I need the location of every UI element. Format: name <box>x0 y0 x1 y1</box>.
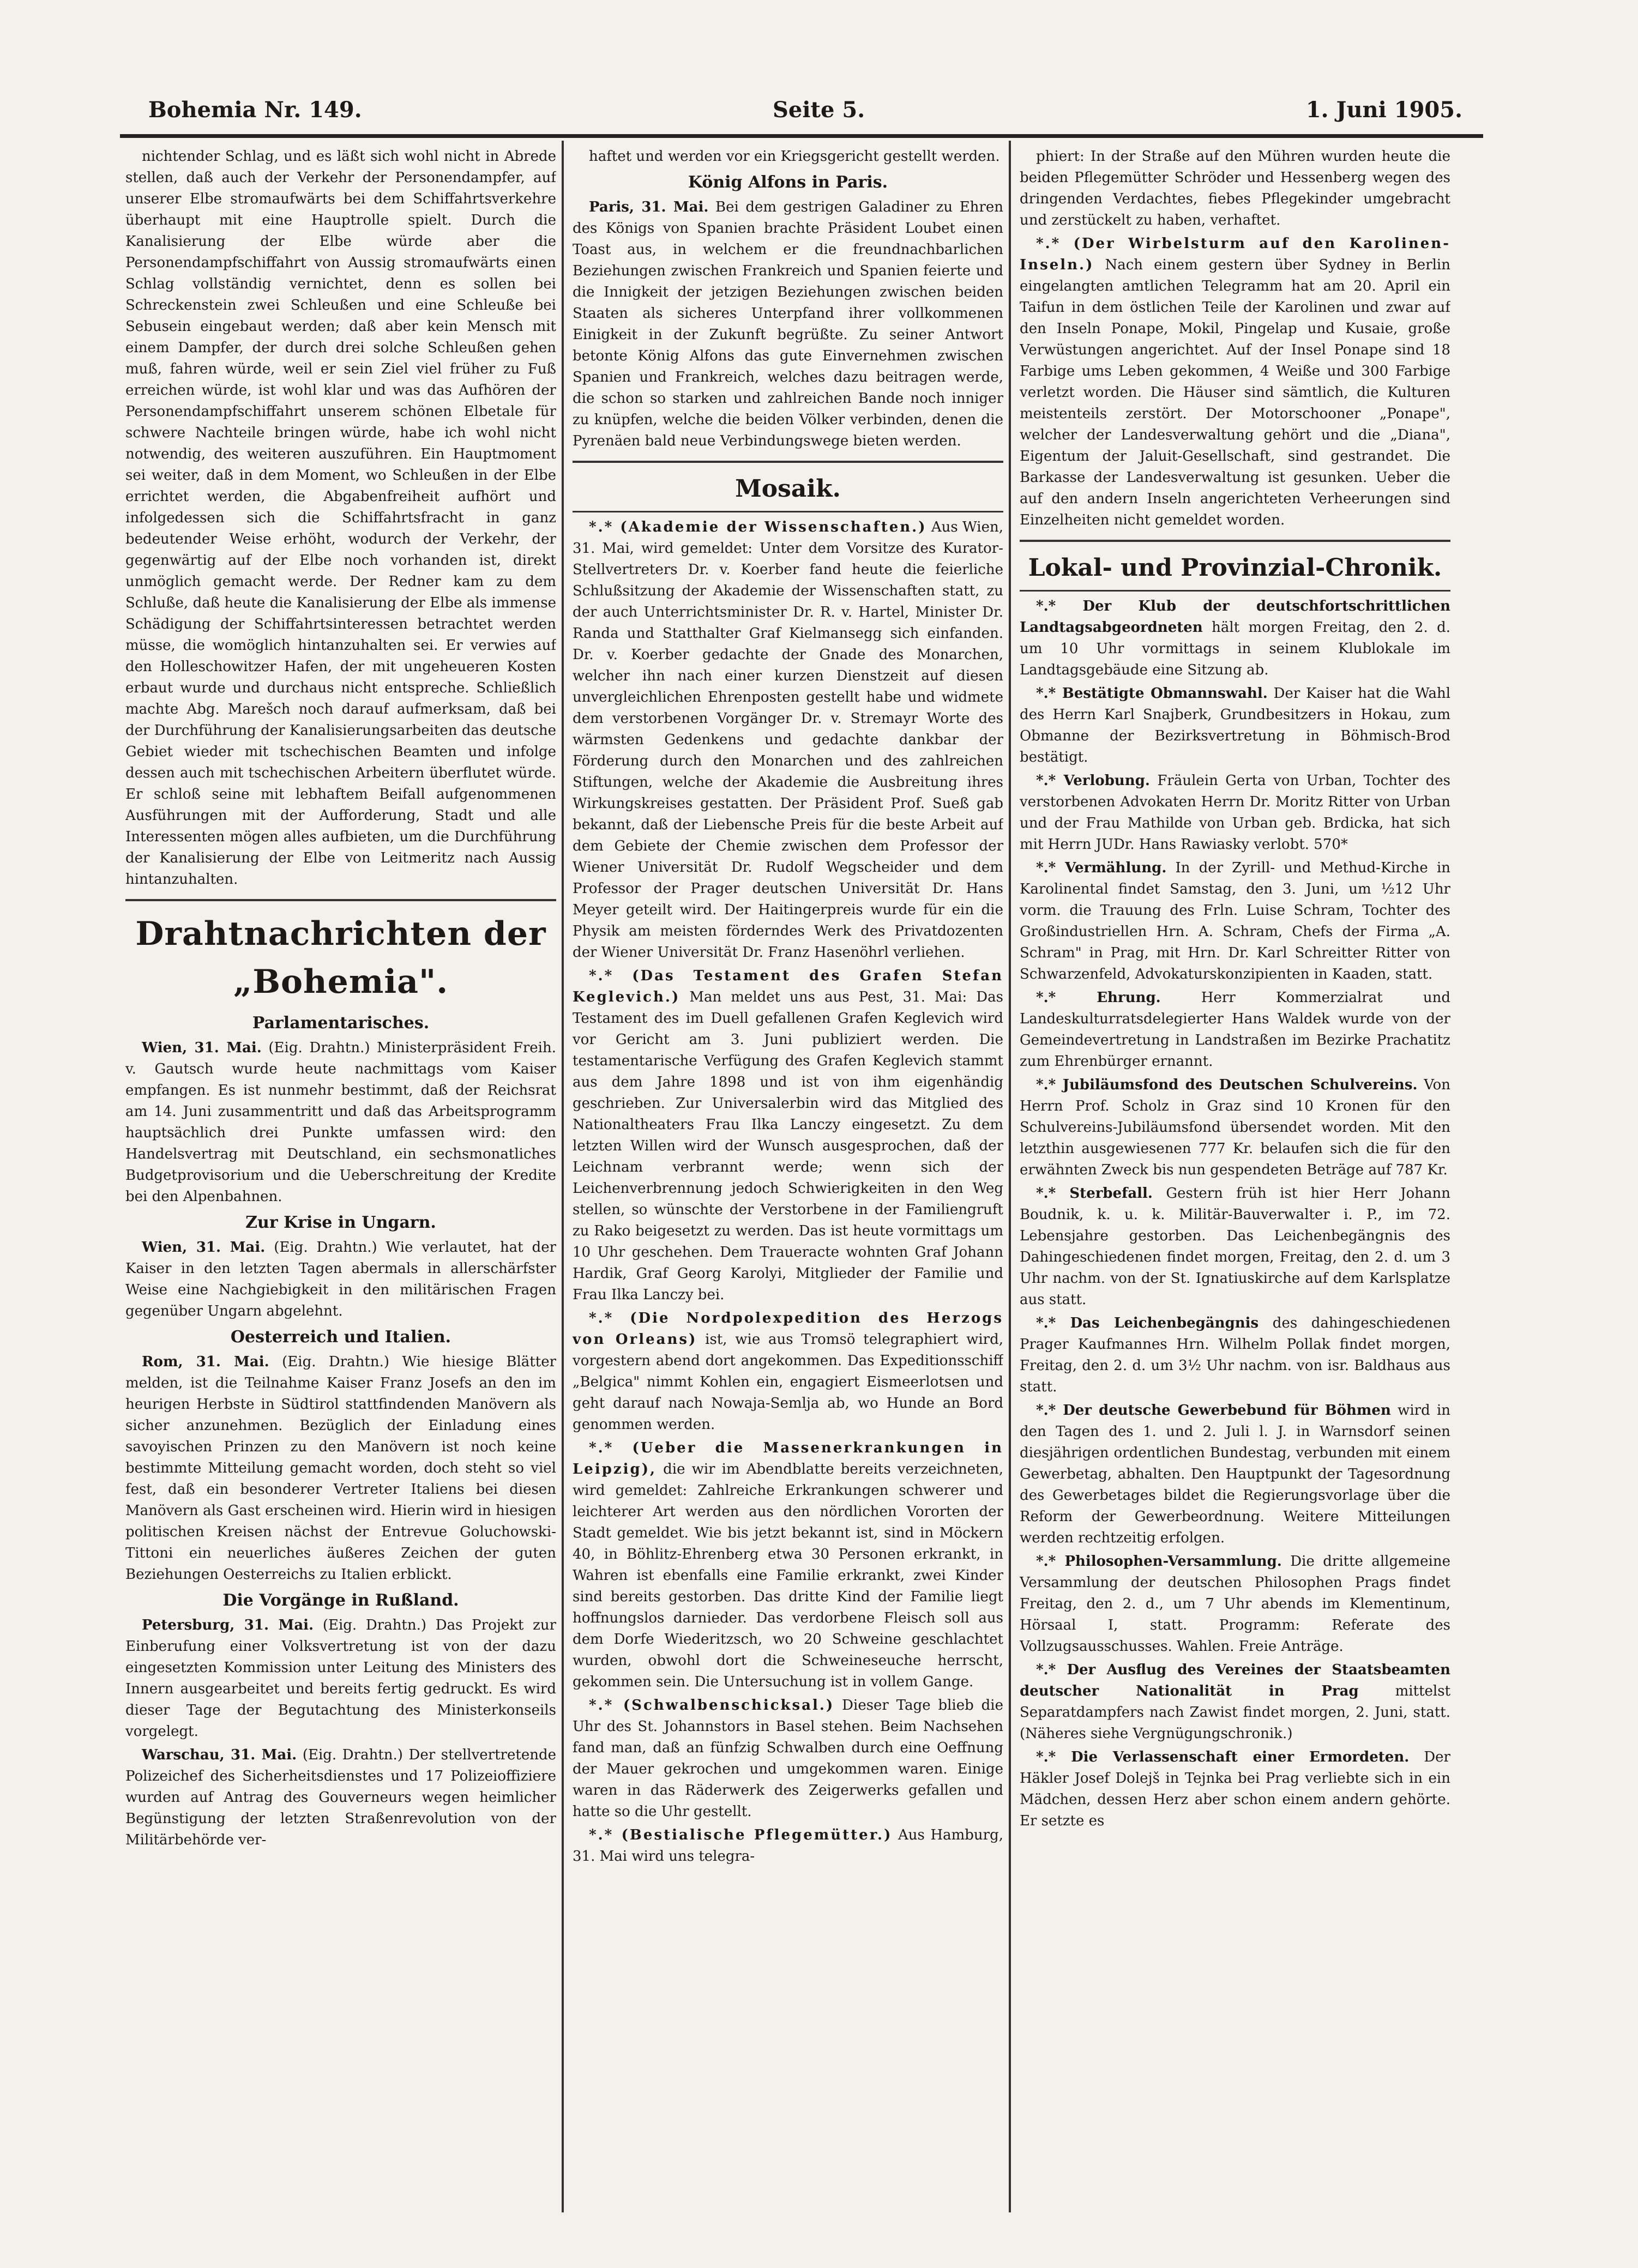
article-text: (Eig. Drahtn.) Das Projekt zur Einberufung einer Volksvertretung ist von der dazu eingesetzten Kommission unter Leitung des Ministers des Innern ausgearbeitet und bereits fertig gedruckt. Es wird dieser Tage der Begutachtung des Ministerkonseils vorgelegt. <box>125 1617 556 1740</box>
massenerkrankungen-article <box>573 1438 1003 1693</box>
section-rule <box>1020 540 1450 542</box>
article-text: Von Herrn Prof. Scholz in Graz sind 10 Kronen für den Schulvereins-Jubiläumsfond übersendet worden. Mit den letzthin ausgewiesenen 777 Kr. belaufen sich die für den erwähnten Zweck bis nun gespendeten Beträge auf 787 Kr. <box>1020 1077 1450 1178</box>
article-text: Nach einem gestern über Sydney in Berlin eingelangten amtlichen Telegramm hat am 20. April ein Taifun in dem östlichen Teile der Karolinen und zwar auf den Inseln Ponape, Mokil, Pingelap und Kusaie, große Verwüstungen angerichtet. Auf der Insel Ponape sind 18 Farbige ums Leben gekommen, 4 Weiße und 300 Farbige verletzt worden. Die Häuser sind sämtlich, die Kulturen meistenteils zerstört. Der Motorschooner „Ponape", welcher der Landesverwaltung gehört und die „Diana", Eigentum der Jaluit-Gesellschaft, sind gestrandet. Die Barkasse der Landesverwaltung ist gesunken. Ueber die auf den andern Inseln angerichteten Verheerungen sind Einzelheiten nicht gemeldet worden. <box>1020 257 1450 528</box>
krise-ungarn-heading: Zur Krise in Ungarn. <box>245 1213 436 1232</box>
verlassenschaft-article <box>1020 1747 1450 1832</box>
parlamentarisches-heading: Parlamentarisches. <box>252 1014 430 1033</box>
header-rule <box>120 134 1483 138</box>
article-text: Bei dem gestrigen Galadiner zu Ehren des Königs von Spanien brachte Präsident Loubet einen Toast aus, in welchem er die freundnachbarlichen Beziehungen zwischen Frankreich und Spanien feierte und die Innigkeit der jetzigen Beziehungen zwischen beiden Staaten als sicheres Unterpfand ihrer vollkommenen Einigkeit in der Zukunft begrüßte. Zu seiner Antwort betonte König Alfons das gute Einvernehmen zwischen Spanien und Frankreich, welches dazu beitragen werde, die schon so starken und zahlreichen Bande noch inniger zu knüpfen, welche die beiden Völker verbinden, denen die Pyrenäen bald neue Verbindungswege bieten werden. <box>573 199 1003 449</box>
item-title: *.* (Der Wirbelsturm auf den Karolinen-Inseln.) <box>1020 236 1450 273</box>
alfons-article <box>573 197 1003 452</box>
dateline: Wien, 31. Mai. <box>142 1239 266 1256</box>
vermaehlung-article <box>1020 858 1450 985</box>
article-text: Gestern früh ist hier Herr Johann Boudnik, k. u. k. Militär-Bauverwalter i. P., im 72. Lebensjahre gestorben. Das Leichenbegängnis des Dahingeschiedenen findet morgen, Freitag, den 2. d. um 3 Uhr nachm. von der St. Ignatiuskirche auf dem Karlsplatze aus statt. <box>1020 1185 1450 1308</box>
article-text: Aus Hamburg, 31. Mai wird uns telegra- <box>573 1827 1003 1865</box>
pflegemuetter-article <box>573 1825 1003 1867</box>
article-text: (Eig. Drahtn.) Ministerpräsident Freih. v. Gautsch wurde heute nachmittags vom Kaiser empfangen. Es ist nunmehr bestimmt, daß der Reichsrat am 14. Juni zusammentritt und daß das Arbeitsprogramm hauptsächlich drei Punkte umfassen wird: den Handelsvertrag mit Deutschland, ein sechsmonatliches Budgetprovisorium und die Ueberschreitung der Kredite bei den Alpenbahnen. <box>125 1040 556 1205</box>
item-title: *.* Das Leichenbegängnis <box>1036 1315 1259 1331</box>
russland-heading: Die Vorgänge in Rußland. <box>222 1591 459 1610</box>
gewerbebund-article <box>1020 1400 1450 1549</box>
article-text: des dahingeschiedenen Prager Kaufmannes Hrn. Wilhelm Pollak findet morgen, Freitag, den 2. d. um 3½ Uhr nachm. von isr. Baldhaus aus statt. <box>1020 1315 1450 1395</box>
article-text: (Eig. Drahtn.) Wie hiesige Blätter melden, ist die Teilnahme Kaiser Franz Josefs an den im heurigen Herbste in Südtirol stattfindenden Manövern als sicher anzunehmen. Bezüglich der Einladung eines savoyischen Prinzen zu den Manövern ist noch keine bestimmte Mitteilung gemacht worden, doch steht so viel fest, daß ein besonderer Vertreter Italiens bei diesen Manövern als Gast erscheinen wird. Hierin wird in hiesigen politischen Kreisen nächst der Entrevue Goluchowski-Tittoni ein neuerliches äußeres Zeichen der guten Beziehungen Oesterreichs zu Italien erblickt. <box>125 1354 556 1583</box>
drahtnachrichten-heading: Drahtnachrichten der „Bohemia". <box>135 915 546 1001</box>
ehrung-article <box>1020 987 1450 1072</box>
russland-article-1 <box>125 1615 556 1742</box>
item-title: *.* Der Ausflug des Vereines der Staatsbeamten deutscher Nationalität in Prag <box>1020 1662 1450 1699</box>
item-title: *.* Vermählung. <box>1036 860 1167 876</box>
alfons-heading: König Alfons in Paris. <box>688 173 888 192</box>
item-title: *.* (Die Nordpolexpedition des Herzogs von Orleans) <box>573 1310 1003 1348</box>
mosaik-heading: Mosaik. <box>735 475 841 503</box>
article-text: hält morgen Freitag, den 2. d. um 10 Uhr vormittags in seinem Klublokale im Landtagsgebäude eine Sitzung ab. <box>1020 619 1450 678</box>
lokal-chronik-heading: Lokal- und Provinzial-Chronik. <box>1028 554 1442 582</box>
item-title: *.* Jubiläumsfond des Deutschen Schulvereins. <box>1036 1077 1418 1093</box>
article-text: die wir im Abendblatte bereits verzeichneten, wird gemeldet: Zahlreiche Erkrankungen schwerer und leichterer Art werden aus den nördlichen Vororten der Stadt gemeldet. Wie bis jetzt bekannt ist, sind in Möckern 40, in Böhlitz-Ehrenberg etwa 30 Personen erkrankt, in Wahren ist ebenfalls eine Familie erkrankt, zwei Kinder sind bereits gestorben. Das dritte Kind der Familie liegt hoffnungslos darnieder. Das verdorbene Fleisch soll aus dem Dorfe Wiederitzsch, wo 20 Schweine geschlachtet wurden, obwohl dort die Schweineseuche herrscht, gekommen sein. Die Untersuchung ist in vollem Gange. <box>573 1461 1003 1690</box>
item-title: *.* (Das Testament des Grafen Stefan Keglevich.) <box>573 968 1003 1005</box>
item-title: *.* (Ueber die Massenerkrankungen in Leipzig), <box>573 1440 1003 1477</box>
column-divider <box>1009 141 1011 2212</box>
article-text: (Eig. Drahtn.) Der stellvertretende Polizeichef des Sicherheitsdienstes und 17 Polizeioffiziere wurden auf Antrag des Gouverneurs wegen heimlicher Begünstigung der letzten Straßenrevolution von der Militärbehörde ver- <box>125 1747 556 1848</box>
dateline: Paris, 31. Mai. <box>589 199 709 215</box>
verlobung-article <box>1020 770 1450 855</box>
column-divider <box>562 141 564 2212</box>
article-text: Der Kaiser hat die Wahl des Herrn Karl Snajberk, Grundbesitzers in Hokau, zum Obmanne der Bezirksvertretung in Böhmisch-Brod bestätigt. <box>1020 685 1450 765</box>
column-2 <box>573 146 1003 2218</box>
item-title: *.* (Bestialische Pflegemütter.) <box>589 1827 893 1843</box>
article-text: Herr Kommerzialrat und Landeskulturratsdelegierter Hans Waldek wurde von der Gemeindevertretung in Landstraßen im Bezirke Prachatitz zum Ehrenbürger ernannt. <box>1020 990 1450 1070</box>
wirbelsturm-article <box>1020 233 1450 531</box>
article-text: ist, wie aus Tromsö telegraphiert wird, vorgestern abend dort angekommen. Das Expeditionsschiff „Belgica" nimmt Kohlen ein, engagiert Eismeerlotsen und geht darauf nach Nowaja-Semlja ab, wo Hunde an Bord genommen werden. <box>573 1331 1003 1433</box>
article-text: In der Zyrill- und Methud-Kirche in Karolinental findet Samstag, den 3. Juni, um ½12 Uhr vorm. die Trauung des Frln. Luise Schram, Tochter des Großindustriellen Hrn. A. Schram, Chefs der Firma „A. Schram" in Prag, mit Hrn. Dr. Karl Schreitter Ritter von Schwarzenfeld, Advokaturskonzipienten in Kaaden, statt. <box>1020 860 1450 982</box>
article-continuation: phiert: In der Straße auf den Mühren wurden heute die beiden Pflegemütter Schröder und Hessenberg wegen des dringenden Verdachtes, fiebes Pflegekinder umgebracht und zerstückelt zu haben, verhaftet. <box>1020 148 1450 228</box>
item-title: *.* Ehrung. <box>1036 990 1161 1006</box>
dateline: Rom, 31. Mai. <box>142 1354 269 1370</box>
section-rule <box>1020 590 1450 592</box>
dateline: Wien, 31. Mai. <box>142 1040 262 1056</box>
krise-ungarn-article <box>125 1237 556 1322</box>
item-title: *.* (Akademie der Wissenschaften.) <box>589 519 927 535</box>
russland-article-2 <box>125 1745 556 1851</box>
header-date: 1. Juni 1905. <box>1305 97 1462 123</box>
article-continuation: haftet und werden vor ein Kriegsgericht gestellt werden. <box>589 148 1000 165</box>
article-text: Dieser Tage blieb die Uhr des St. Johannstors in Basel stehen. Beim Nachsehen fand man, daß an fünfzig Schwalben durch eine Oeffnung der Mauer gekrochen und umgekommen waren. Einige waren in das Räderwerk des Zeigerwerks gefallen und hatte so die Uhr gestellt. <box>573 1697 1003 1820</box>
header-page-number: Seite 5. <box>773 97 865 123</box>
oesterreich-italien-article <box>125 1352 556 1585</box>
section-rule <box>573 461 1003 463</box>
nordpol-article <box>573 1308 1003 1435</box>
article-text: Man meldet uns aus Pest, 31. Mai: Das Testament des im Duell gefallenen Grafen Keglevich wird vor Gericht am 3. Juni publiziert werden. Die testamentarische Verfügung des Grafen Keglevich stammt aus dem Jahre 1898 und ist von ihm eigenhändig geschrieben. Zur Universalerbin wird das Mitglied des Nationaltheaters Frau Ilka Lanczy eingesetzt. Zu dem letzten Willen wird der Wunsch ausgesprochen, daß der Leichnam verbrannt werde; wenn sich der Leichenverbrennung jedoch Schwierigkeiten in den Weg stellen, so wünschte der Verstorbene in der Familiengruft zu Rako beigesetzt zu werden. Das ist heute vormittags um 10 Uhr geschehen. Dem Traueracte wohnten Graf Johann Hardik, Graf Georg Karolyi, Mitglieder der Familie und Frau Ilka Lanczy bei. <box>573 989 1003 1303</box>
item-title: *.* Philosophen-Versammlung. <box>1036 1553 1282 1570</box>
item-title: *.* Der Klub der deutschfortschrittlichen Landtagsabgeordneten <box>1020 598 1450 636</box>
jubilaeumsfond-article <box>1020 1075 1450 1181</box>
article-text: Die dritte allgemeine Versammlung der deutschen Philosophen Prags findet Freitag, den 2. d., um 7 Uhr abends im Klementinum, Hörsaal I, statt. Programm: Referate des Vollzugsausschusses. Wahlen. Freie Anträge. <box>1020 1553 1450 1655</box>
article-text: Der Häkler Josef Dolejš in Tejnka bei Prag verliebte sich in ein Mädchen, dessen Herz aber schon einem andern gehörte. Er setzte es <box>1020 1749 1450 1829</box>
article-elbe-continuation: nichtender Schlag, und es läßt sich wohl nicht in Abrede stellen, daß auch der Verkehr der Personendampfer, auf unserer Elbe stromaufwärts bei dem Schiffahrtsverkehre überhaupt mit eine Hauptrolle spielt. Durch die Kanalisierung der Elbe würde aber die Personendampfschiffahrt von Aussig stromaufwärts einen Schlag vollständig vernichtet, denn es sollen bei Schreckenstein zwei Schleußen und eine Schleuße bei Sebusein eingebaut werden; daß aber kein Mensch mit einem Dampfer, der durch drei solche Schleußen gehen muß, fahren würde, weil er sein Ziel viel früher zu Fuß erreichen würde, ist wohl klar und was das Aufhören der Personendampfschiffahrt unserem schönen Elbetale für schwere Nachteile bringen würde, habe ich wohl nicht notwendig, des weiteren auszuführen. Ein Hauptmoment sei weiter, daß in dem Moment, wo Schleußen in der Elbe errichtet werden, die Abgabenfreiheit aufhört und infolgedessen sich die Schiffahrtsfracht in ganz bedeutender Weise erhöht, wodurch der Verkehr, der gegenwärtig auf der Elbe noch vorhanden ist, direkt unmöglich gemacht werde. Der Redner kam zu dem Schluße, daß heute die Kanalisierung der Elbe als immense Schädigung der Schiffahrtsinteressen betrachtet werden müsse, die womöglich hintanzuhalten sei. Er verwies auf den Holleschowitzer Hafen, der mit ungeheueren Kosten erbaut wurde und durchaus nicht entspreche. Schließlich machte Abg. Marešch noch darauf aufmerksam, daß bei der Durchführung der Kanalisierungsarbeiten das deutsche Gebiet wieder mit tschechischen Beamten und infolge dessen auch mit tschechischen Arbeitern überflutet würde. Er schloß seine mit lebhaftem Beifall aufgenommenen Ausführungen mit der Aufforderung, Stadt und alle Interessenten mögen alles aufbieten, um die Durchführung der Kanalisierung der Elbe von Leitmeritz nach Aussig hintanzuhalten. <box>125 148 556 888</box>
page-header <box>148 92 1462 135</box>
section-rule <box>125 899 556 901</box>
column-1 <box>125 146 556 2218</box>
header-issue: Bohemia Nr. 149. <box>148 97 362 123</box>
parlamentarisches-article <box>125 1038 556 1208</box>
column-3 <box>1020 146 1450 2218</box>
article-text: mittelst Separatdampfers nach Zawist findet morgen, 2. Juni, statt. (Näheres siehe Vergnügungschronik.) <box>1020 1683 1450 1742</box>
dateline: Petersburg, 31. Mai. <box>142 1617 314 1633</box>
item-title: *.* Die Verlassenschaft einer Ermordeten. <box>1036 1749 1410 1765</box>
testament-article <box>573 966 1003 1306</box>
item-title: *.* Sterbefall. <box>1036 1185 1153 1202</box>
dateline: Warschau, 31. Mai. <box>142 1747 297 1763</box>
article-text: (Eig. Drahtn.) Wie verlautet, hat der Kaiser in den letzten Tagen abermals in allerschärfster Weise eine Nachgiebigkeit in den militärischen Fragen gegenüber Ungarn abgelehnt. <box>125 1239 556 1319</box>
akademie-article <box>573 517 1003 963</box>
ausflug-article <box>1020 1660 1450 1745</box>
schwalben-article <box>573 1695 1003 1823</box>
philosophen-article <box>1020 1551 1450 1657</box>
item-title: *.* Bestätigte Obmannswahl. <box>1036 685 1268 702</box>
klub-article <box>1020 596 1450 681</box>
item-title: *.* Verlobung. <box>1036 773 1150 789</box>
item-title: *.* Der deutsche Gewerbebund für Böhmen <box>1036 1402 1391 1419</box>
item-title: *.* (Schwalbenschicksal.) <box>589 1697 835 1714</box>
article-text: Aus Wien, 31. Mai, wird gemeldet: Unter dem Vorsitze des Kurator-Stellvertreters Dr. v. Koerber fand heute die feierliche Schlußsitzung der Akademie der Wissenschaften statt, zu der auch Unterrichtsminister Dr. R. v. Hartel, Minister Dr. Randa und Statthalter Graf Kielmansegg sich einfanden. Dr. v. Koerber gedachte der Gnade des Monarchen, welcher ihn nach einer kurzen Dienstzeit auf diesen unvergleichlichen Ehrenposten gestellt habe und widmete dem verstorbenen Vorgänger Dr. v. Stremayr Worte des wärmsten Gedenkens und gedachte dankbar der Förderung durch den Monarchen und des zahlreichen Stiftungen, welche der Akademie die Ausbreitung ihres Wirkungskreises gestatten. Der Präsident Prof. Sueß gab bekannt, daß der Liebensche Preis für die beste Arbeit auf dem Gebiete der Chemie zwischen dem Professor der Wiener Universität Dr. Rudolf Wegscheider und dem Professor der Prager deutschen Universität Dr. Hans Meyer geteilt wird. Der Haitingerpreis wurde für ein die Physik am meisten förderndes Werk des Privatdozenten der Wiener Universität Dr. Franz Hasenöhrl verliehen. <box>573 519 1003 961</box>
section-rule <box>573 511 1003 512</box>
article-text: wird in den Tagen des 1. und 2. Juli l. J. in Warnsdorf seinen diesjährigen ordentlichen Bundestag, verbunden mit einem Gewerbetag, abhalten. Den Hauptpunkt der Tagesordnung des Gewerbetages bildet die Regierungsvorlage über die Reform der Gewerbeordnung. Weitere Mitteilungen werden rechtzeitig erfolgen. <box>1020 1402 1450 1546</box>
oesterreich-italien-heading: Oesterreich und Italien. <box>230 1328 451 1347</box>
leichenbegaengnis-article <box>1020 1313 1450 1398</box>
sterbefall-article <box>1020 1183 1450 1311</box>
obmannswahl-article <box>1020 683 1450 768</box>
article-text: Fräulein Gerta von Urban, Tochter des verstorbenen Advokaten Herrn Dr. Moritz Ritter von Urban und der Frau Mathilde von Urban geb. Brdicka, hat sich mit Herrn JUDr. Hans Rawiasky verlobt. 570* <box>1020 773 1450 853</box>
